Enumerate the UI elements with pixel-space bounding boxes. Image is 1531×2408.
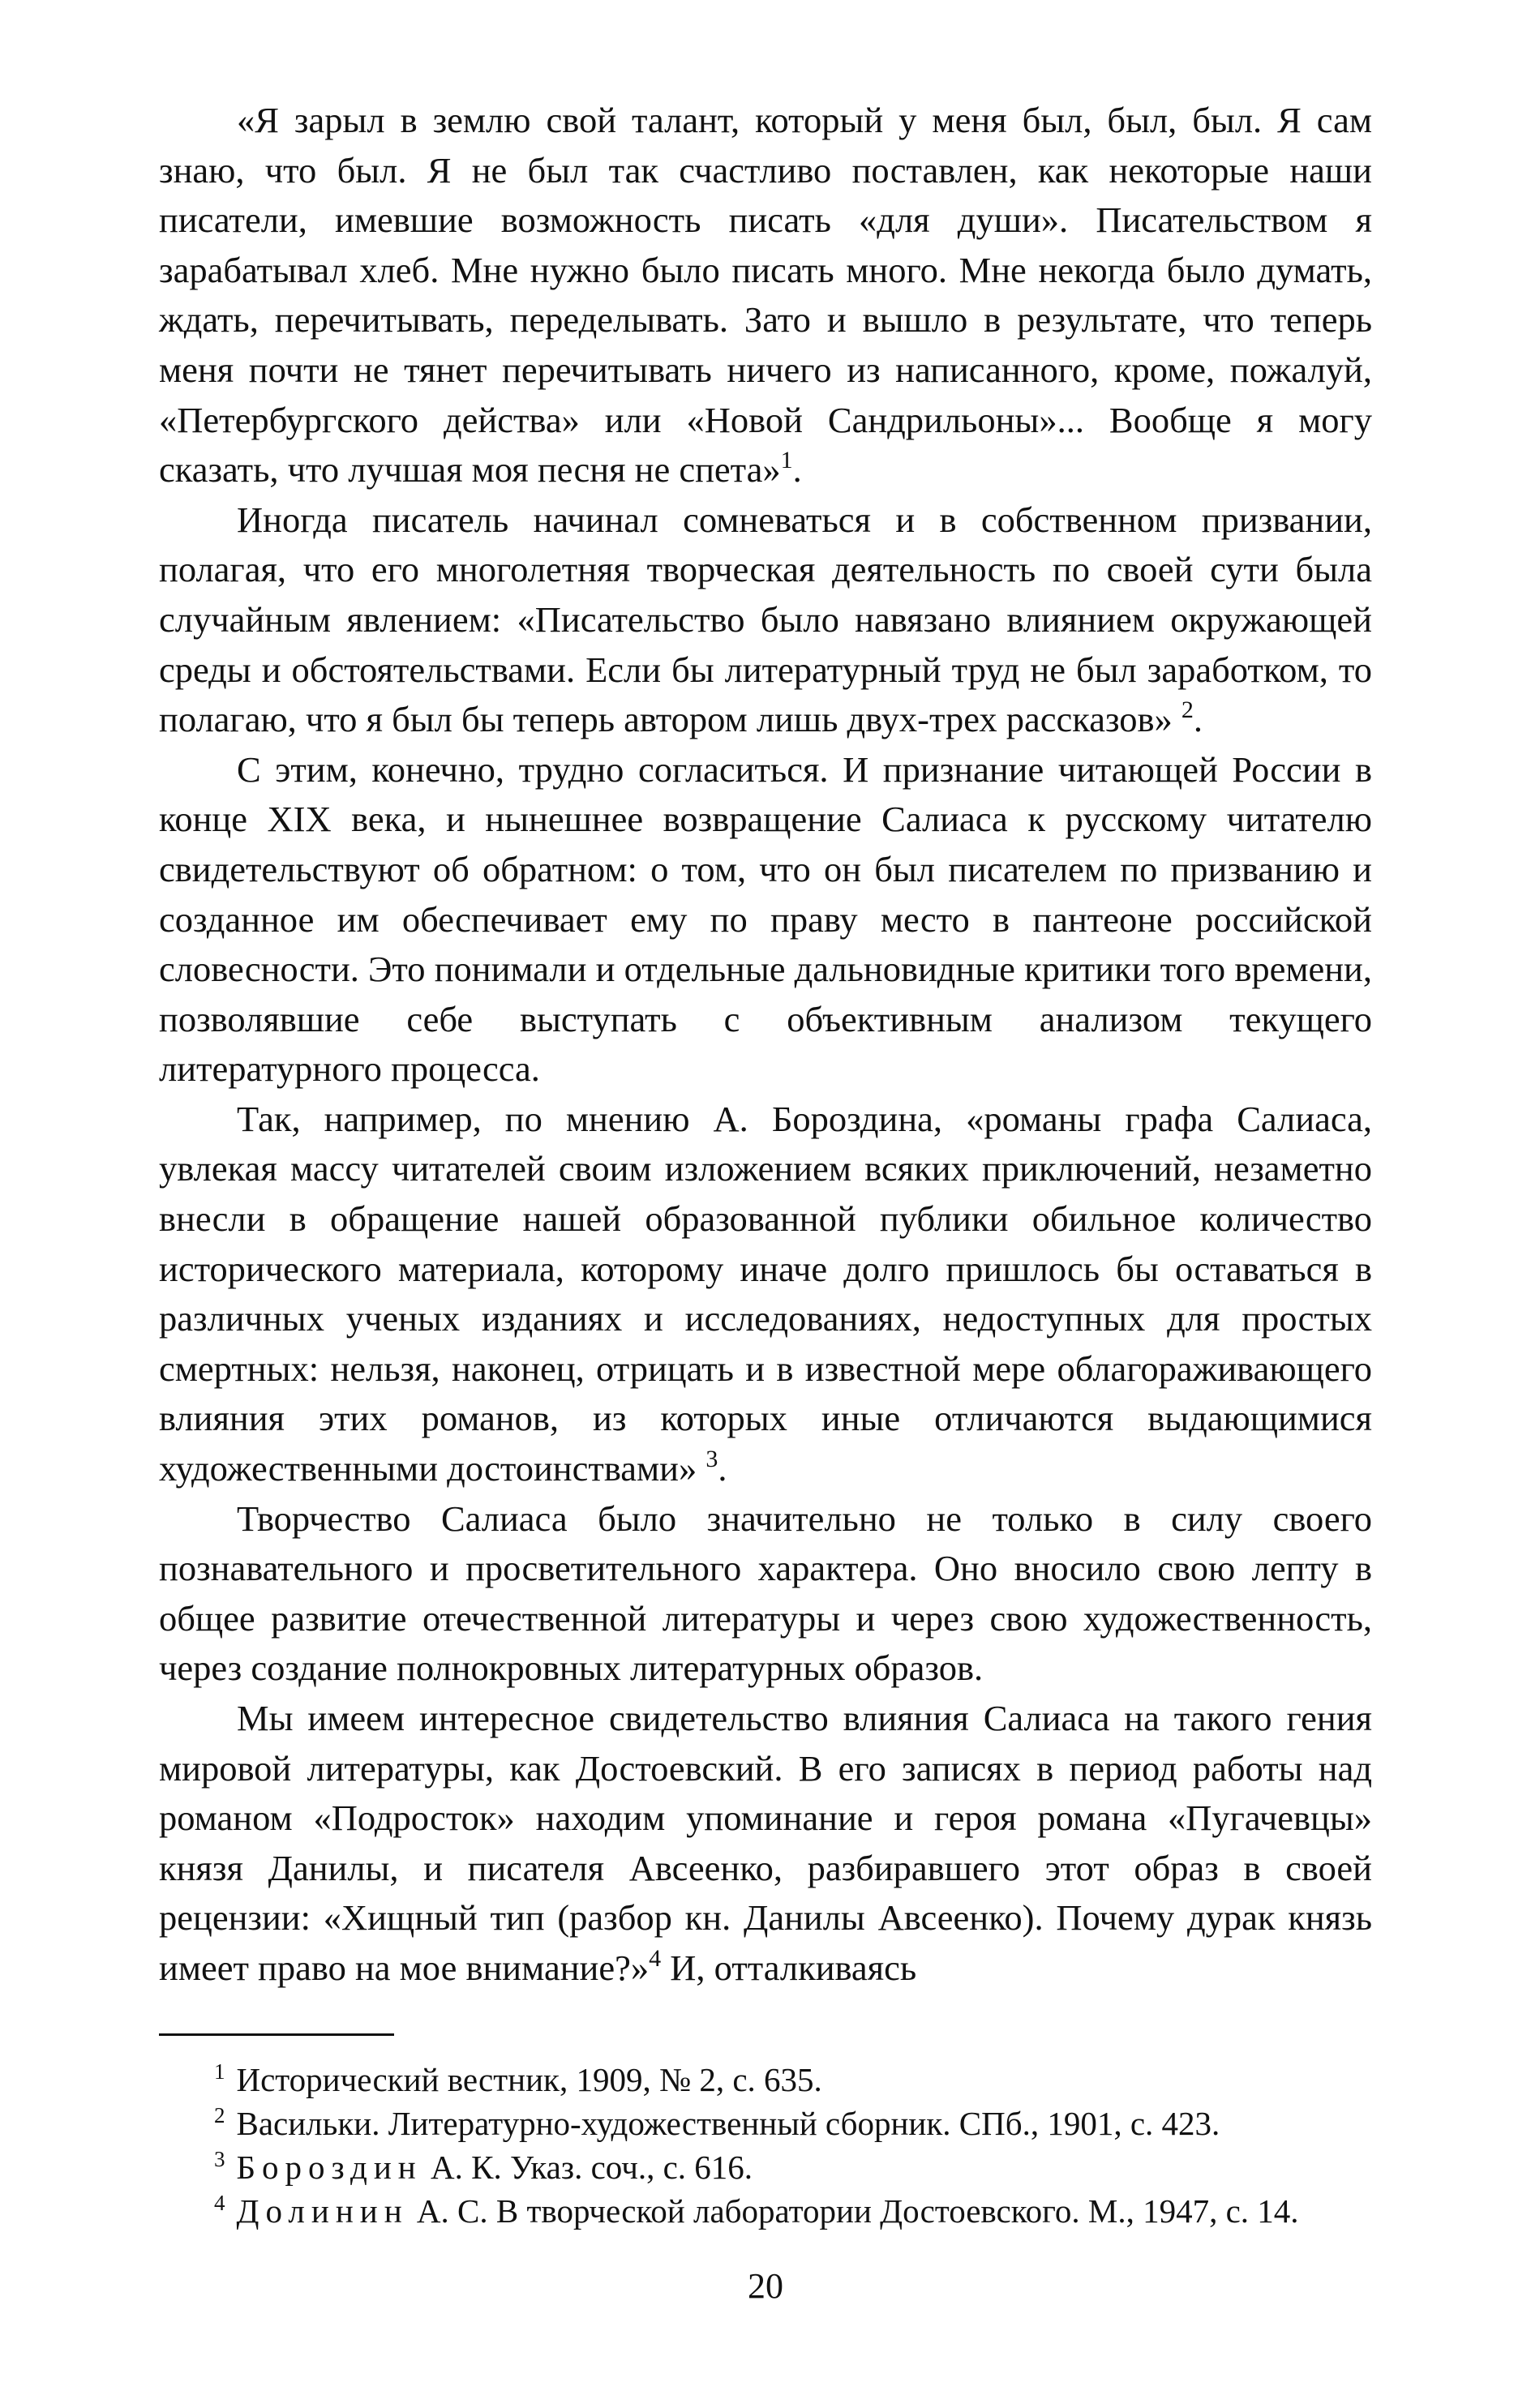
footnote-author: Бороздин [236, 2149, 422, 2186]
footnote-2 [159, 2102, 1372, 2145]
paragraph-1 [159, 96, 1372, 495]
paragraph-3 [159, 745, 1372, 1095]
paragraph-text: С этим, конечно, трудно согласиться. И признание читающей России в конце XIX века, и нынешнее возвращение Салиаса к русскому читателю свидетельствуют об обратном: о том, что он был писателем по призванию и созданное им обеспечивает ему по праву место в пантеоне российской словесности. Это понимали и отдельные дальновидные критики того времени, позволявшие себе выступать с объективным анализом текущего литературного процесса. [159, 748, 1372, 1090]
footnote-ref: 2 [1181, 696, 1194, 724]
footnote-ref: 4 [649, 1944, 662, 1972]
footnote-1 [159, 2058, 1372, 2102]
footnote-divider [159, 2033, 394, 2036]
footnote-3 [159, 2145, 1372, 2189]
footnote-number: 2 [214, 2103, 225, 2127]
paragraph-5 [159, 1494, 1372, 1694]
page-number: 20 [748, 2266, 783, 2306]
footnote-number: 1 [214, 2059, 225, 2084]
footnote-number: 3 [214, 2147, 225, 2171]
paragraph-text: Творчество Салиаса было значительно не только в силу своего познавательного и просветительного характера. Оно вносило свою лепту в общее развитие отечественной литературы и через свою художественность, через создание полнокровных литературных образов. [159, 1498, 1372, 1689]
paragraph-text: Мы имеем интересное свидетельство влияния Салиаса на такого гения мировой литературы, как Достоевский. В его записях в период работы над романом «Подросток» находим упоминание и героя романа «Пугачевцы» князя Данилы, и писателя Авсеенко, разбиравшего этот образ в своей рецензии: «Хищный тип (разбор кн. Данилы Авсеенко). Почему дурак князь имеет право на мое внимание?» [159, 1698, 1372, 1988]
paragraph-tail: . [1193, 699, 1203, 740]
paragraph-tail: . [792, 449, 802, 491]
paragraph-2 [159, 495, 1372, 745]
footnotes [159, 2058, 1372, 2233]
footnote-text: Исторический вестник, 1909, № 2, с. 635. [236, 2061, 822, 2098]
footnote-author: Долинин [236, 2192, 409, 2230]
paragraph-text: «Я зарыл в землю свой талант, который у меня был, был, был. Я сам знаю, что был. Я не был так счастливо поставлен, как некоторые наши писатели, имевшие возможность писать «для души». Писательством я зарабатывал хлеб. Мне нужно было писать много. Мне некогда было думать, ждать, перечитывать, переделывать. Зато и вышло в результате, что теперь меня почти не тянет перечитывать ничего из написанного, кроме, пожалуй, «Петербургского действа» или «Новой Сандрильоны»... Вообще я могу сказать, что лучшая моя песня не спета» [159, 100, 1372, 491]
paragraph-text: Так, например, по мнению А. Бороздина, «романы графа Салиаса, увлекая массу читателей своим изложением всяких приключений, незаметно внесли в обращение нашей образованной публики обильное количество исторического материала, которому иначе долго пришлось бы оставаться в различных ученых изданиях и исследованиях, недоступных для простых смертных: нельзя, наконец, отрицать и в известной мере облагораживающего влияния этих романов, из которых иные отличаются выдающимися художественными достоинствами» [159, 1098, 1372, 1489]
main-text [159, 96, 1372, 1994]
footnote-text: А. С. В творческой лаборатории Достоевского. М., 1947, с. 14. [408, 2192, 1299, 2230]
paragraph-4 [159, 1095, 1372, 1494]
footnote-4 [159, 2189, 1372, 2233]
footnote-ref: 3 [705, 1446, 718, 1473]
footnote-number: 4 [214, 2191, 225, 2215]
footnote-ref: 1 [780, 447, 793, 474]
footnote-text: А. К. Указ. соч., с. 616. [422, 2149, 753, 2186]
paragraph-tail: И, отталкиваясь [661, 1947, 917, 1988]
paragraph-6 [159, 1694, 1372, 1994]
paragraph-text: Иногда писатель начинал сомневаться и в собственном призвании, полагая, что его многолетняя творческая деятельность по своей сути была случайным явлением: «Писательство было навязано влиянием окружающей среды и обстоятельствами. Если бы литературный труд не был заработком, то полагаю, что я был бы теперь автором лишь двух-трех рассказов» [159, 499, 1372, 740]
paragraph-tail: . [718, 1448, 727, 1489]
footnote-text: Васильки. Литературно-художественный сборник. СПб., 1901, с. 423. [236, 2105, 1220, 2142]
